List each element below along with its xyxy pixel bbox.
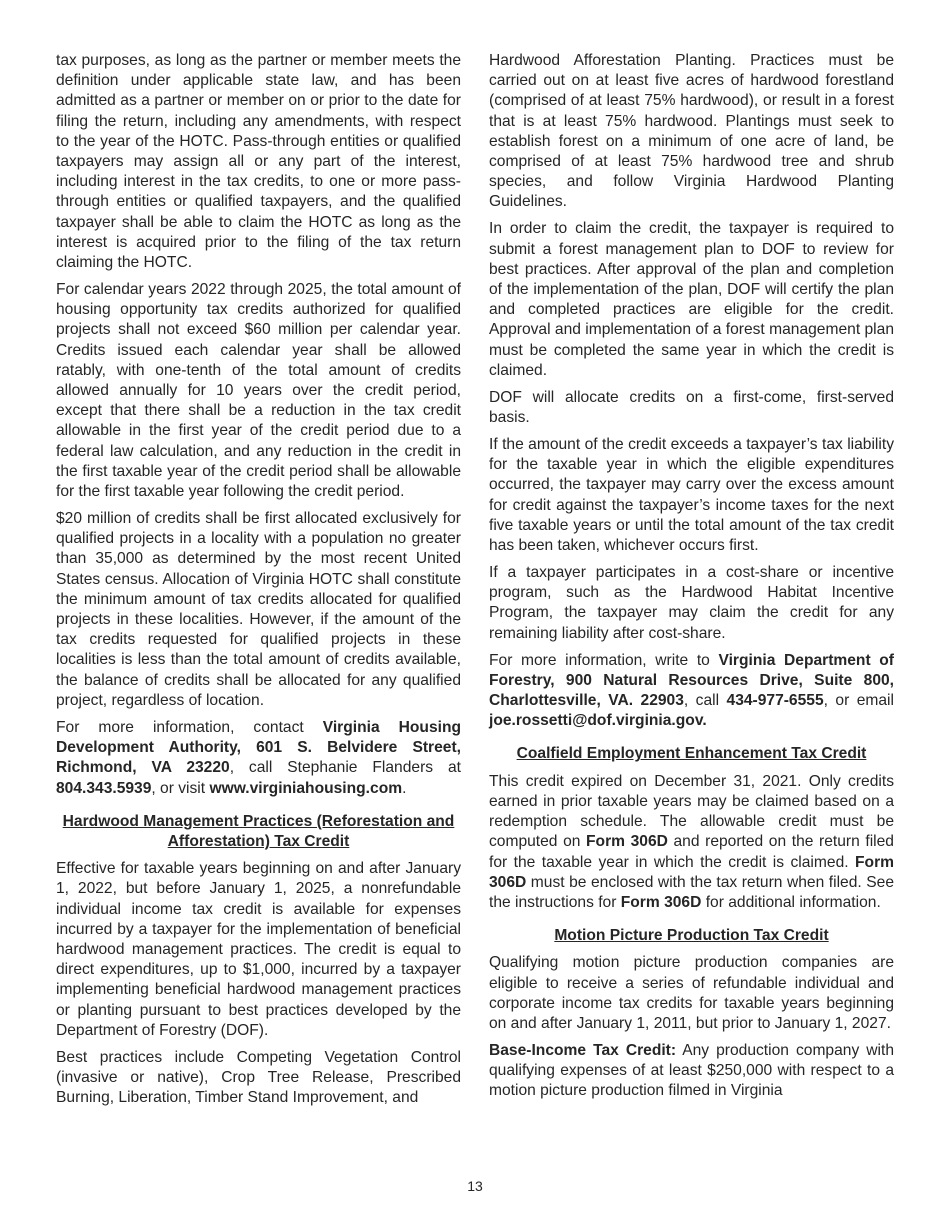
dof-address: Virginia Department of Forestry, 900 Natural Resources Drive, Suite 800, Charlottesville, VA. 22903 (489, 651, 894, 710)
hardwood-best-practices-paragraph: Best practices include Competing Vegetation Control (invasive or native), Crop Tree Release, Prescribed Burning, Liberation, Timber Stand Improvement, and (56, 1048, 461, 1107)
hardwood-planting-paragraph: Hardwood Afforestation Planting. Practices must be carried out on at least five acres of hardwood forestland (comprised of at least 75% hardwood), or result in a forest that is at least 75% hardwood. Plantings must seek to establish forest on a minimum of one acre of land, be comprised of at least 75% hardwood tree and shrub species, and follow Virginia Hardwood Planting Guidelines. (489, 52, 894, 211)
hardwood-cost-share-paragraph: If a taxpayer participates in a cost-share or incentive program, such as the Hardwood Habitat Incentive Program, the taxpayer may claim the credit for any remaining liability after cost-share. (489, 564, 894, 642)
coalfield-section-heading: Coalfield Employment Enhancement Tax Credit (516, 745, 867, 763)
form-306d-ref: Form 306D (489, 853, 894, 891)
vhda-phone: 804.343.5939 (56, 779, 152, 797)
hotc-calendar-years-paragraph: For calendar years 2022 through 2025, the total amount of housing opportunity tax credits authorized for qualified projects shall not exceed $60 million per calendar year. Credits issued each calendar year shall be allowed ratably, with one-tenth of the total amount of credits allowed annually for 10 years over the credit period, except that there shall be a reduction in the tax credit allowable in the first year of the credit period due to a federal law calculation, and any reduction in the credit in the first taxable year of the credit period shall be allowable for the first taxable year following the credit period. (56, 281, 461, 501)
base-income-credit-paragraph: Base-Income Tax Credit: Any production company with qualifying expenses of at least $250,000 with respect to a motion picture production filmed in Virginia (489, 1041, 894, 1100)
dof-phone: 434-977-6555 (726, 692, 824, 710)
base-income-label: Base-Income Tax Credit: (489, 1041, 677, 1059)
hardwood-section-heading: Hardwood Management Practices (Reforestation and Afforestation) Tax Credit (62, 812, 455, 850)
hardwood-intro-paragraph: Effective for taxable years beginning on and after January 1, 2022, but before January 1, 2025, a nonrefundable individual income tax credit is available for expenses incurred by a taxpayer for the implementation of beneficial hardwood management practices. The credit is equal to direct expenditures, up to $1,000, incurred by a taxpayer implementing beneficial hardwood management practices or planting pursuant to best practices developed by the Department of Forestry (DOF). (56, 860, 461, 1039)
hotc-allocation-paragraph: $20 million of credits shall be first allocated exclusively for qualified projects in a locality with a population no greater than 35,000 as determined by the most recent United States census. Allocation of Virginia HOTC shall constitute the minimum amount of tax credits allocated for qualified projects in these localities. However, if the amount of the tax credits requested for qualified projects in these localities is less than the total amount of credits available, the balance of credits shall be allocated for any qualified project, regardless of location. (56, 510, 461, 709)
dof-email-link[interactable]: joe.rossetti@dof.virginia.gov. (489, 712, 707, 730)
motion-picture-intro-paragraph: Qualifying motion picture production companies are eligible to receive a series of refundable individual and corporate income tax credits for taxable years beginning on and after January 1, 2011, but prior to January 1, 2027. (489, 954, 894, 1032)
hotc-partner-paragraph: tax purposes, as long as the partner or member meets the definition under applicable state law, and has been admitted as a partner or member on or prior to the date for filing the return, including any amendments, with respect to the year of the HOTC. Pass-through entities or qualified taxpayers may assign all or any part of the interest, including interest in the tax credits, to one or more pass-through entities or qualified taxpayers, and the qualified taxpayer shall be able to claim the HOTC as long as the interest is acquired prior to the filing of the tax return claiming the HOTC. (56, 52, 461, 272)
vhda-website-link[interactable]: www.virginiahousing.com (209, 779, 403, 797)
hardwood-carryover-paragraph: If the amount of the credit exceeds a taxpayer’s tax liability for the taxable year in which the eligible expenditures occurred, the taxpayer may carry over the excess amount for credit against the taxpayer’s income taxes for the next five taxable years or until the total amount of the tax credit has been taken, whichever occurs first. (489, 436, 894, 555)
vhda-address: Virginia Housing Development Authority, 601 S. Belvidere Street, Richmond, VA 23220 (56, 718, 462, 777)
right-column (489, 51, 894, 1108)
motion-picture-section-heading: Motion Picture Production Tax Credit (554, 927, 829, 945)
left-column (56, 51, 461, 1115)
form-306d-ref: Form 306D (620, 893, 702, 911)
page-number: 13 (467, 1178, 483, 1194)
hardwood-allocation-paragraph: DOF will allocate credits on a first-come, first-served basis. (489, 388, 894, 427)
coalfield-paragraph: This credit expired on December 31, 2021. Only credits earned in prior taxable years may be claimed based on a redemption schedule. The allowable credit must be computed on Form 306D and reported on the return filed for the taxable year in which the credit is claimed. Form 306D must be enclosed with the tax return when filed. See the instructions for Form 306D for additional information. (489, 772, 894, 911)
hotc-contact-paragraph: For more information, contact Virginia Housing Development Authority, 601 S. Belvidere Street, Richmond, VA 23220, call Stephanie Flanders at 804.343.5939, or visit www.virginiahousing.com. (56, 718, 462, 797)
form-306d-ref: Form 306D (586, 833, 668, 851)
dof-contact-paragraph: For more information, write to Virginia Department of Forestry, 900 Natural Resources Drive, Suite 800, Charlottesville, VA. 22903, call 434-977-6555, or email joe.rossetti@dof.virginia.gov. (489, 651, 894, 730)
hardwood-claim-paragraph: In order to claim the credit, the taxpayer is required to submit a forest management plan to DOF to review for best practices. After approval of the plan and completion of the implementation of the plan, DOF will certify the plan and completed practices are eligible for the credit. Approval and implementation of a forest management plan must be completed the same year in which the credit is claimed. (489, 220, 894, 379)
